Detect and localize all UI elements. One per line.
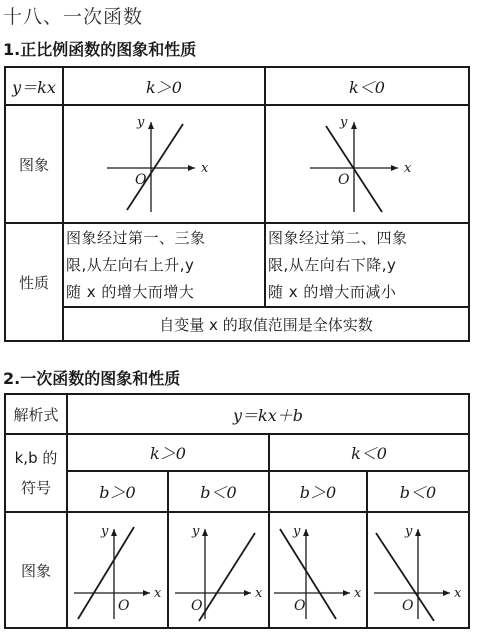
y-axis-label: y [191,524,199,539]
y-axis-arrow [202,529,208,536]
t2-graph-kneg-bneg [367,512,469,628]
section-2-heading: 2.一次函数的图象和性质 [3,369,181,388]
x-axis-arrow [244,590,251,596]
x-axis-arrow [143,590,150,596]
function-line [199,533,255,621]
t1-domain-note: 自变量 x 的取值范围是全体实数 [63,307,469,341]
x-axis-arrow [391,165,398,171]
y-axis-label: y [100,524,108,539]
t1-header-k-negative: k＜0 [265,67,469,105]
t2-expr-label: 解析式 [5,394,67,434]
t1-property-k-negative [265,223,469,307]
y-axis-arrow [351,122,357,129]
x-axis-label: x [454,586,462,601]
proportional-function-table [4,66,470,342]
property-line: 随 x 的增大而增大 [66,282,195,301]
origin-label: O [402,598,414,614]
origin-label: O [135,172,147,188]
property-line: 限,从左向右下降,y [268,255,397,274]
t1-property-k-positive [63,223,265,307]
property-line: 随 x 的增大而减小 [268,282,397,301]
t2-b-positive-1: b＞0 [67,471,168,512]
linear-function-table [4,393,470,629]
x-axis-arrow [443,590,450,596]
sign-label-line: k,b 的 [14,449,58,467]
t2-b-negative-2: b＜0 [367,471,469,512]
t2-b-negative-1: b＜0 [168,471,269,512]
sign-label-line: 符号 [20,479,51,497]
t2-k-positive: k＞0 [67,434,269,471]
origin-label: O [338,172,350,188]
graph-kneg-bneg [370,515,466,625]
t2-sign-label [5,434,67,512]
t2-graph-kpos-bpos [67,512,168,628]
section-1-heading: 1.正比例函数的图象和性质 [3,40,197,59]
t2-b-positive-2: b＞0 [269,471,367,512]
y-axis-label: y [137,115,145,130]
function-line [127,124,183,210]
t1-header-k-positive: k＞0 [63,67,265,105]
y-axis-label: y [293,524,301,539]
origin-label: O [190,598,202,614]
t2-graph-row-label: 图象 [5,512,67,628]
doc-title: 十八、一次函数 [3,6,144,28]
t1-header-label: y＝kx [5,67,63,105]
t1-graph-k-positive [63,105,265,223]
x-axis-label: x [201,161,209,176]
y-axis-arrow [148,122,154,129]
t2-graph-kneg-bpos [269,512,367,628]
x-axis-arrow [188,165,195,171]
t1-graph-row-label: 图象 [5,105,63,223]
graph-k-positive [99,108,229,220]
x-axis-label: x [254,586,262,601]
x-axis-label: x [354,586,362,601]
y-axis-label: y [340,115,348,130]
property-line: 图象经过第一、三象 [66,228,206,247]
origin-label: O [294,598,306,614]
t2-expr: y＝kx＋b [67,394,469,434]
x-axis-label: x [404,161,412,176]
graph-kneg-bpos [270,515,366,625]
graph-k-negative [302,108,432,220]
property-line: 图象经过第二、四象 [268,228,408,247]
property-line: 限,从左向右上升,y [66,255,195,274]
y-axis-label: y [405,524,413,539]
x-axis-arrow [343,590,350,596]
t2-graph-kpos-bneg [168,512,269,628]
origin-label: O [117,598,129,614]
t2-k-negative: k＜0 [269,434,469,471]
t1-property-row-label: 性质 [5,223,63,341]
graph-kpos-bpos [70,515,166,625]
graph-kpos-bneg [171,515,267,625]
y-axis-arrow [415,529,421,536]
function-line [280,529,336,619]
y-axis-arrow [111,529,117,536]
y-axis-arrow [303,529,309,536]
t1-graph-k-negative [265,105,469,223]
x-axis-label: x [153,586,161,601]
